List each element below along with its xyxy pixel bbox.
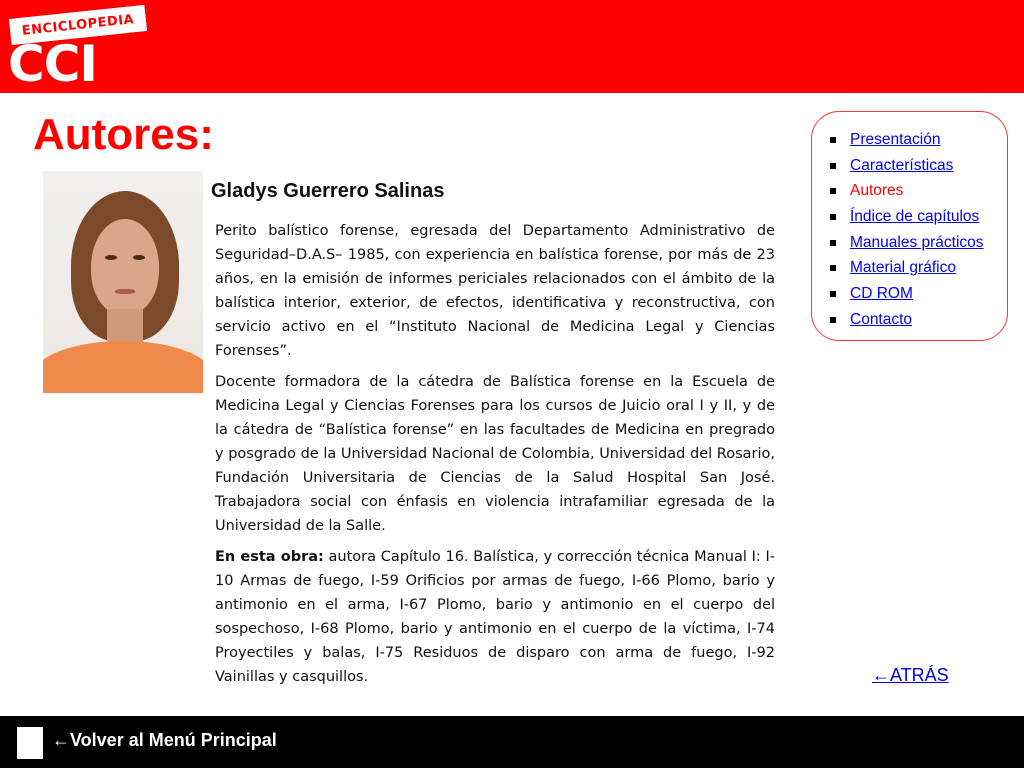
menu-item-indice [830,204,984,230]
menu-item-autores [830,178,984,204]
menu-item-contacto [830,307,984,333]
footer-bar [0,716,1024,768]
author-name: Gladys Guerrero Salinas [211,180,445,202]
work-label: En esta obra: [215,549,324,565]
menu-link-contacto[interactable]: Contacto [850,310,913,328]
bio-paragraph-3 [215,545,775,689]
square-bullet-icon [830,214,836,220]
square-bullet-icon [830,163,836,169]
main-menu-link[interactable]: ←Volver al Menú Principal [52,730,277,750]
photo-shirt [43,341,203,393]
logo-top-text: ENCICLOPEDIA [21,11,135,39]
square-bullet-icon [830,317,836,323]
photo-left-eye [105,255,117,260]
photo-right-eye [133,255,145,260]
menu-link-caracteristicas[interactable]: Características [850,156,954,174]
menu-link-autores[interactable]: Autores [850,182,904,200]
square-bullet-icon [830,188,836,194]
menu-link-material[interactable]: Material gráfico [850,259,956,277]
author-photo [43,171,203,393]
menu-link-presentacion[interactable]: Presentación [850,130,941,148]
side-menu [811,111,1008,341]
side-menu-list [830,127,984,333]
square-bullet-icon [830,240,836,246]
menu-link-indice[interactable]: Índice de capítulos [850,207,980,225]
menu-link-manuales[interactable]: Manuales prácticos [850,233,984,251]
photo-face [91,219,159,315]
author-bio [215,219,775,696]
page-title: Autores: [33,110,214,159]
work-text: autora Capítulo 16. Balística, y corrección técnica Manual I: I-10 Armas de fuego, I-59 Orificios por armas de fuego, I-66 Plomo, bario y antimonio en el arma, I-67 Plomo, bario y antimonio en el cuerpo del sospechoso, I-68 Plomo, bario y antimonio en el cuerpo de la víctima, I-74 Proyectiles y balas, I-75 Residuos de disparo con arma de fuego, I-92 Vainillas y casquillos. [215,549,775,685]
enciclopedia-cci-logo[interactable] [6,6,146,93]
header-bar [0,0,1024,93]
menu-item-manuales [830,230,984,256]
menu-link-cdrom[interactable]: CD ROM [850,284,913,302]
menu-item-presentacion [830,127,984,153]
logo-big-text: CCI [8,35,97,93]
square-bullet-icon [830,137,836,143]
menu-item-caracteristicas [830,153,984,179]
menu-item-material [830,255,984,281]
square-bullet-icon [830,265,836,271]
photo-mouth [115,289,135,294]
back-link[interactable]: ←ATRÁS [872,665,949,685]
footer-square-icon [17,727,43,759]
square-bullet-icon [830,291,836,297]
bio-paragraph-2: Docente formadora de la cátedra de Balística forense en la Escuela de Medicina Legal y Ciencias Forenses para los cursos de Juicio oral I y II, y de la cátedra de “Balística forense” en las facultades de Medicina en pregrado y posgrado de la Universidad Nacional de Colombia, Universidad del Rosario, Fundación Universitaria de Ciencias de la Salud Hospital San José. Trabajadora social con énfasis en violencia intrafamiliar egresada de la Universidad de la Salle. [215,374,775,534]
menu-item-cdrom [830,281,984,307]
bio-paragraph-1: Perito balístico forense, egresada del Departamento Administrativo de Seguridad–D.A.S– 1985, con experiencia en balística forense, por más de 23 años, en la emisión de informes periciales relacionados con el ámbito de la balística interior, exterior, de efectos, identificativa y reconstructiva, con servicio activo en el “Instituto Nacional de Medicina Legal y Ciencias Forenses”. [215,223,775,359]
